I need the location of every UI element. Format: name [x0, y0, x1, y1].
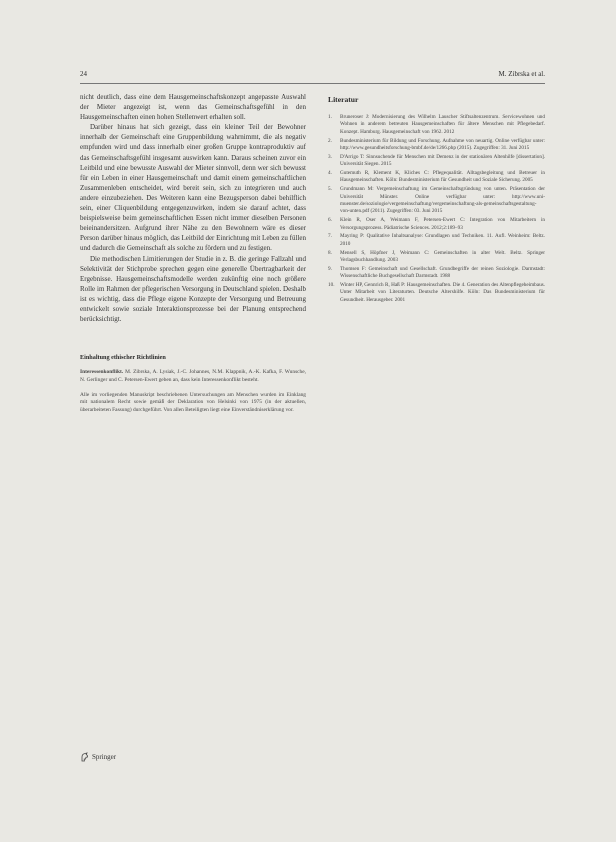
reference-text: Thomsen F: Gemeinschaft und Gesellschaft. Grundbegriffe der reinen Soziologie. Darmstadt: Wissenschaftliche Buchgesellschaft Darmstadt. 1988 — [340, 265, 545, 280]
ethics-section — [80, 354, 306, 414]
page-header — [80, 67, 545, 84]
coi-text: M. Zibrska, A. Lysiak, J.-C. Johannes, N.M. Klappnik, A.-K. Kafka, F. Wunsche, N. Gerlinger und C. Petersen-Ewert geben an, dass kein Interessenkonflikt besteht. — [80, 369, 306, 383]
right-column — [328, 92, 545, 306]
coi-label: Interessenkonflikt. — [80, 369, 124, 376]
reference-text: D'Arrigo T: Sinnsuchende für Menschen mit Demenz in der stationären Altenhilfe [dissertation]. Universität Siegen. 2015 — [340, 153, 545, 168]
reference-item: 8. Mensell S, Höpfner J, Weimann C: Gemeinschaften in alter Welt. Beltz. Springer Verlagsbuchhandlung. 2003 — [328, 249, 545, 264]
running-head-authors: M. Zibrska et al. — [498, 70, 545, 78]
conflict-of-interest-statement — [80, 369, 306, 384]
reference-text: Gutemuth R, Klement K, Kliches C: Pflegequalität. Alltagsbegleitung und Betreuer in Hausgemeinschaften. Köln: Bundesministerium für Gesundheit und Soziale Sicherung. 2005 — [340, 170, 545, 184]
reference-item: 7. Mayring P: Qualitative Inhaltsanalyse: Grundlagen und Techniken. 11. Aufl. Weinheim: Beltz. 2010 — [328, 233, 545, 247]
reference-item: 4. Gutemuth R, Klement K, Kliches C: Pflegequalität. Alltagsbegleitung und Betreuer in Hausgemeinschaften. Köln: Bundesministerium für Gesundheit und Soziale Sicherung. 2005 — [328, 170, 545, 184]
reference-item: 3. D'Arrigo T: Sinnsuchende für Menschen mit Demenz in der stationären Altenhilfe [dissertation]. Universität Siegen. 2015 — [328, 153, 545, 168]
springer-horse-icon — [80, 752, 89, 762]
reference-text: Winter HP, Gennrich R, Haß P: Hausgemeinschaften. Die 4. Generation des Altenpflegeheimbaus. Unter Mitarbeit von Literaturten. Deutsche Altershilfe. Köln: Das Bundesministerium für Gesundheit. Herausgeber. 2001 — [340, 282, 545, 303]
reference-text: Grundmann M: Vergemeinschaftung im Gemeinschaftsgründung von unten. Präsentation der Universität Münster. Online verfügbar unter: http://www.uni-muenster.de/soziologie/vergemeinschaftung/vergemeinschaftung-als-gemeinschaftsgestaltung-von-unten.pdf (2011). Zugegriffen: 03. Juni 2015 — [340, 186, 545, 215]
reference-item: 1. Bruneroser J: Modernisierung des Wilhelm Lauscher Stiftsaltenzentrum. Servicewohnen und Wohnen in anderem betreuten Hausgemeinschaften für ältere Menschen mit Pflegebedarf. Konzept. Hamburg. Hausgemeinschaft von 1962. 2012 — [328, 114, 545, 135]
page-number: 24 — [80, 70, 87, 78]
left-column — [80, 92, 306, 422]
body-paragraph: nicht deutlich, dass eine dem Hausgemeinschaftskonzept angepasste Auswahl der Mieter angezeigt ist, wenn das Gemeinschaftsgefühl in den Hausgemeinschaften einen hohen Stellenwert erhalten soll. — [80, 93, 306, 122]
publisher-name: Springer — [92, 753, 117, 761]
publisher-footer — [80, 752, 116, 762]
reference-item: 2. Bundesministerium für Bildung und Forschung. Aufnahme von neuartig. Online verfügbar unter: http://www.gesundheitsforschung-bmbf.de/de/1266.php (2015). Zugegriffen: 31. Juni 2015 — [328, 137, 545, 152]
reference-text: Mayring P: Qualitative Inhaltsanalyse: Grundlagen und Techniken. 11. Aufl. Weinheim: Beltz. 2010 — [340, 233, 545, 247]
reference-text: Bruneroser J: Modernisierung des Wilhelm Lauscher Stiftsaltenzentrum. Servicewohnen und Wohnen in anderem betreuten Hausgemeinschaften für ältere Menschen mit Pflegebedarf. Konzept. Hamburg. Hausgemeinschaft von 1962. 2012 — [340, 114, 545, 135]
literature-heading: Literatur — [328, 95, 359, 104]
body-text — [80, 92, 306, 324]
reference-item: 10. Winter HP, Gennrich R, Haß P: Hausgemeinschaften. Die 4. Generation des Altenpflegeheimbaus. Unter Mitarbeit von Literaturten. Deutsche Altershilfe. Köln: Das Bundesministerium für Gesundheit. Herausgeber. 2001 — [328, 282, 545, 303]
reference-item: 6. Klein R, Oser A, Weimann F, Petersen-Ewert C: Integration von Mitarbeitern in Versorgungsprozess. Pädiatrische Sciences. 2012;2:189–93 — [328, 217, 545, 231]
reference-text: Bundesministerium für Bildung und Forschung. Aufnahme von neuartig. Online verfügbar unter: http://www.gesundheitsforschung-bmbf.de/de/1266.php (2015). Zugegriffen: 31. Juni 2015 — [340, 137, 545, 152]
body-paragraph: Die methodischen Limitierungen der Studie in z. B. die geringe Fallzahl und Selektivität der Stichprobe sprechen gegen eine generelle Übertragbarkeit der Ergebnisse. Hausgemeinschaftsmodelle werden zukünftig eine noch größere Rolle im Rahmen der pflegerischen Versorgung in Deutschland spielen. Deshalb ist es wichtig, dass die Pflege eigene Konzepte der Versorgung und Betreuung entwickelt sowie soziale Interaktionsprozesse bei der Planung entsprechend berücksichtigt. — [80, 254, 306, 324]
ethics-section-title: Einhaltung ethischer Richtlinien — [80, 354, 166, 362]
reference-item: 9. Thomsen F: Gemeinschaft und Gesellschaft. Grundbegriffe der reinen Soziologie. Darmstadt: Wissenschaftliche Buchgesellschaft Darmstadt. 1988 — [328, 265, 545, 280]
body-paragraph: Darüber hinaus hat sich gezeigt, dass ein kleiner Teil der Bewohner innerhalb der Gemeinschaft eine Gruppenbildung wahrnimmt, die als negativ empfunden wird und dass innerhalb einer großen Gruppe kontraproduktiv auf das Gemeinschaftsgefühl insgesamt auswirken kann. Daraus scheinen zuvor ein Leitbild und eine bewusste Auswahl der Mieter sinnvoll, denn wer sich bewusst für ein Leben in einer Hausgemeinschaft und damit einem gemeinschaftlichen Zusammenleben entscheidet, wird bereit sein, sich zu integrieren und auch andere einzubeziehen. Des Weiteren kann eine Bezugsperson dabei behilflich sein, einer Cliquenbildung entgegenzuwirken, indem sie darauf achtet, dass beispielsweise beim gemeinschaftlichen Essen nicht immer dieselben Personen beieinandersitzen. Aufgrund ihrer Nähe zu den Bewohnern wäre es dieser Person darüber hinaus möglich, das Leitbild der Einrichtung mit Leben zu füllen und dadurch die Gemeinschaft als solche zu fördern und zu festigen. — [80, 123, 306, 253]
reference-text: Mensell S, Höpfner J, Weimann C: Gemeinschaften in alter Welt. Beltz. Springer Verlagsbuchhandlung. 2003 — [340, 249, 545, 264]
reference-text: Klein R, Oser A, Weimann F, Petersen-Ewert C: Integration von Mitarbeitern in Versorgungsprozess. Pädiatrische Sciences. 2012;2:189–93 — [340, 217, 545, 231]
reference-item: 5. Grundmann M: Vergemeinschaftung im Gemeinschaftsgründung von unten. Präsentation der Universität Münster. Online verfügbar unter: http://www.uni-muenster.de/soziologie/vergemeinschaftung/vergemeinschaftung-als-gemeinschaftsgestaltung-von-unten.pdf (2011). Zugegriffen: 03. Juni 2015 — [328, 186, 545, 215]
ethics-statement: Alle im vorliegenden Manuskript beschriebenen Untersuchungen am Menschen wurden im Einklang mit nationalem Recht sowie gemäß der Deklaration von Helsinki von 1975 (in der aktuellen, überarbeiteten Fassung) durchgeführt. Von allen Beteiligten liegt eine Einverständniserklärung vor. — [80, 391, 306, 413]
reference-list — [328, 114, 545, 304]
